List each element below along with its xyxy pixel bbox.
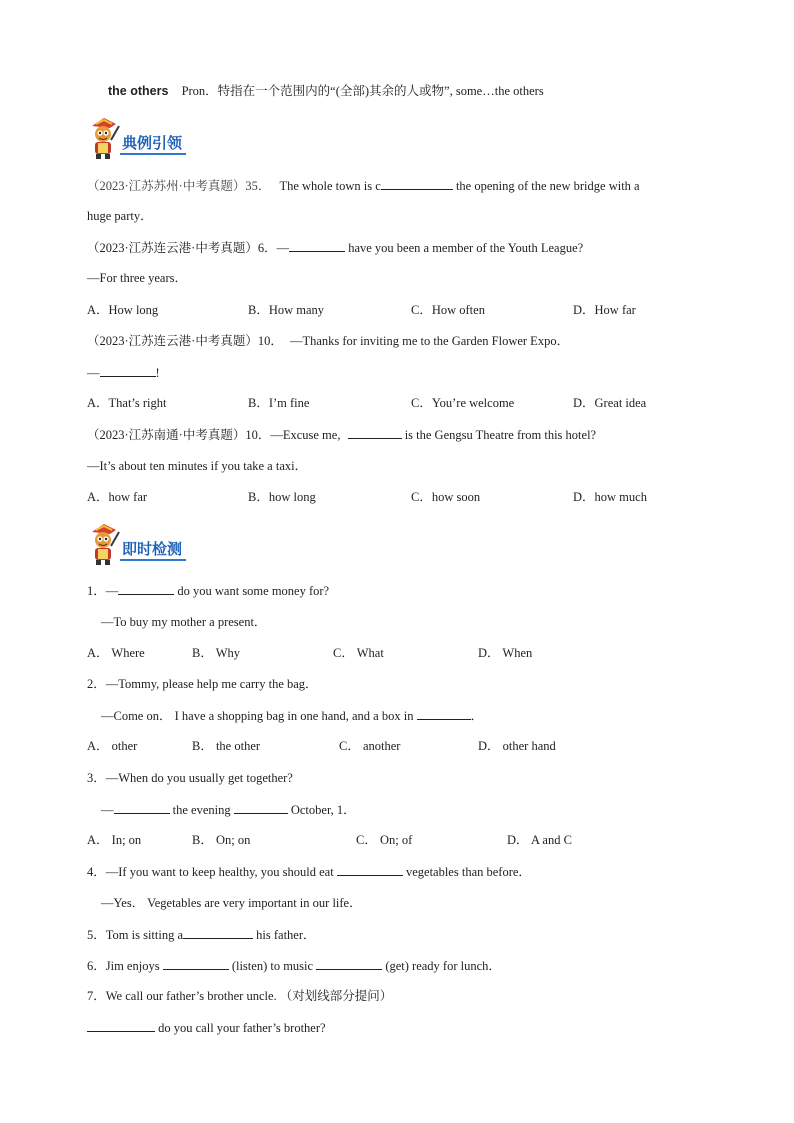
question-4-post: vegetables than before． xyxy=(405,865,531,879)
question-4 xyxy=(87,862,531,881)
example-3-source: （2023·江苏连云港·中考真题）10． xyxy=(87,334,283,348)
question-2: 2．—Tommy, please help me carry the bag． xyxy=(87,677,318,691)
question-2-answer-pre: —Come on． I have a shopping bag in one hand, and a box in xyxy=(101,709,414,723)
example-3-option-c[interactable]: C．You’re welcome xyxy=(411,396,515,410)
question-1-option-a[interactable]: A． Where xyxy=(87,646,145,660)
question-1-answer: —To buy my mother a present． xyxy=(101,615,267,629)
intro-term: the others xyxy=(108,84,169,98)
question-6-blank-2[interactable] xyxy=(316,956,382,970)
question-6-post: (get) ready for lunch． xyxy=(385,959,501,973)
question-5-post: his father． xyxy=(256,928,316,942)
question-3-option-c[interactable]: C． On; of xyxy=(356,833,413,847)
question-7-blank[interactable] xyxy=(87,1018,155,1032)
question-7-answer xyxy=(87,1018,326,1037)
question-3: 3．—When do you usually get together? xyxy=(87,771,293,785)
example-3-option-d[interactable]: D．Great idea xyxy=(573,396,647,410)
question-1-blank[interactable] xyxy=(118,581,174,595)
example-3-reply xyxy=(87,363,160,382)
example-2-blank[interactable] xyxy=(289,238,345,252)
example-2-answer: —For three years． xyxy=(87,271,187,285)
question-3-a-pre: — xyxy=(101,803,114,817)
question-3-a-post: October, 1． xyxy=(290,803,356,817)
question-2-option-a[interactable]: A． other xyxy=(87,739,138,753)
question-2-option-d[interactable]: D． other hand xyxy=(478,739,556,753)
question-4-blank[interactable] xyxy=(337,862,403,876)
question-1-pre: 1．— xyxy=(87,584,119,598)
question-3-blank-1[interactable] xyxy=(114,800,170,814)
question-4-pre: 4．—If you want to keep healthy, you should eat xyxy=(87,865,334,879)
example-2-option-a[interactable]: A．How long xyxy=(87,303,159,317)
question-2-option-b[interactable]: B． the other xyxy=(192,739,261,753)
example-4-text-post: is the Gengsu Theatre from this hotel? xyxy=(404,428,597,442)
question-2-blank[interactable] xyxy=(417,706,471,720)
example-2 xyxy=(87,238,583,257)
question-1-option-b[interactable]: B． Why xyxy=(192,646,241,660)
question-2-option-c[interactable]: C． another xyxy=(339,739,401,753)
section-title-practice: 即时检测 xyxy=(120,540,186,561)
example-3-option-a[interactable]: A．That’s right xyxy=(87,396,167,410)
example-2-option-b[interactable]: B．How many xyxy=(248,303,325,317)
example-3-blank[interactable] xyxy=(100,363,156,377)
section-title-examples: 典例引领 xyxy=(120,134,186,155)
question-2-answer-post: ． xyxy=(470,709,484,723)
question-3-answer xyxy=(101,800,356,819)
intro-line xyxy=(108,82,544,100)
example-4-option-b[interactable]: B．how long xyxy=(248,490,316,504)
question-3-option-a[interactable]: A． In; on xyxy=(87,833,142,847)
example-2-source: （2023·江苏连云港·中考真题）6．— xyxy=(87,241,290,255)
example-3-text: —Thanks for inviting me to the Garden Flower Expo． xyxy=(289,334,570,348)
question-5-blank[interactable] xyxy=(183,925,253,939)
example-2-option-c[interactable]: C．How often xyxy=(411,303,485,317)
question-6 xyxy=(87,956,501,975)
question-2-answer xyxy=(101,706,483,725)
question-1-post: do you want some money for? xyxy=(177,584,330,598)
question-7: 7．We call our father’s brother uncle. （对划线部分提问） xyxy=(87,989,393,1003)
example-1 xyxy=(87,176,640,195)
question-6-blank-1[interactable] xyxy=(163,956,229,970)
example-4-blank[interactable] xyxy=(348,425,402,439)
question-4-answer: —Yes． Vegetables are very important in our life． xyxy=(101,896,362,910)
example-4-option-a[interactable]: A．how far xyxy=(87,490,148,504)
question-5-pre: 5．Tom is sitting a xyxy=(87,928,184,942)
example-4-answer: —It’s about ten minutes if you take a taxi． xyxy=(87,459,308,473)
example-4-source: （2023·江苏南通·中考真题）10．—Excuse me, xyxy=(87,428,341,442)
question-3-blank-2[interactable] xyxy=(234,800,288,814)
example-1-source: （2023·江苏苏州·中考真题）35． xyxy=(87,179,271,193)
mascot-icon xyxy=(86,116,122,160)
question-7-answer-post: do you call your father’s brother? xyxy=(158,1021,326,1035)
question-3-option-d[interactable]: D． A and C xyxy=(507,833,572,847)
example-3-option-b[interactable]: B．I’m fine xyxy=(248,396,310,410)
question-3-a-mid: the evening xyxy=(172,803,231,817)
example-4-option-c[interactable]: C．how soon xyxy=(411,490,481,504)
example-2-option-d[interactable]: D．How far xyxy=(573,303,636,317)
question-1-option-c[interactable]: C． What xyxy=(333,646,384,660)
intro-text: Pron．特指在一个范围内的“(全部)其余的人或物”, some…the others xyxy=(181,84,544,98)
example-2-text-post: have you been a member of the Youth League? xyxy=(348,241,584,255)
example-1-text-pre: The whole town is c xyxy=(279,179,381,193)
question-1 xyxy=(87,581,329,600)
example-1-cont: huge party． xyxy=(87,209,153,223)
example-4-option-d[interactable]: D．how much xyxy=(573,490,647,504)
question-6-pre: 6．Jim enjoys xyxy=(87,959,160,973)
example-3-reply-post: ! xyxy=(155,366,160,380)
example-3 xyxy=(87,332,569,350)
example-1-text-post: the opening of the new bridge with a xyxy=(455,179,640,193)
example-1-blank[interactable] xyxy=(381,176,453,190)
example-3-reply-pre: — xyxy=(87,366,100,380)
question-1-option-d[interactable]: D． When xyxy=(478,646,533,660)
question-6-mid: (listen) to music xyxy=(231,959,314,973)
question-5 xyxy=(87,925,316,944)
question-3-option-b[interactable]: B． On; on xyxy=(192,833,251,847)
mascot-icon xyxy=(86,522,122,566)
example-4 xyxy=(87,425,596,444)
